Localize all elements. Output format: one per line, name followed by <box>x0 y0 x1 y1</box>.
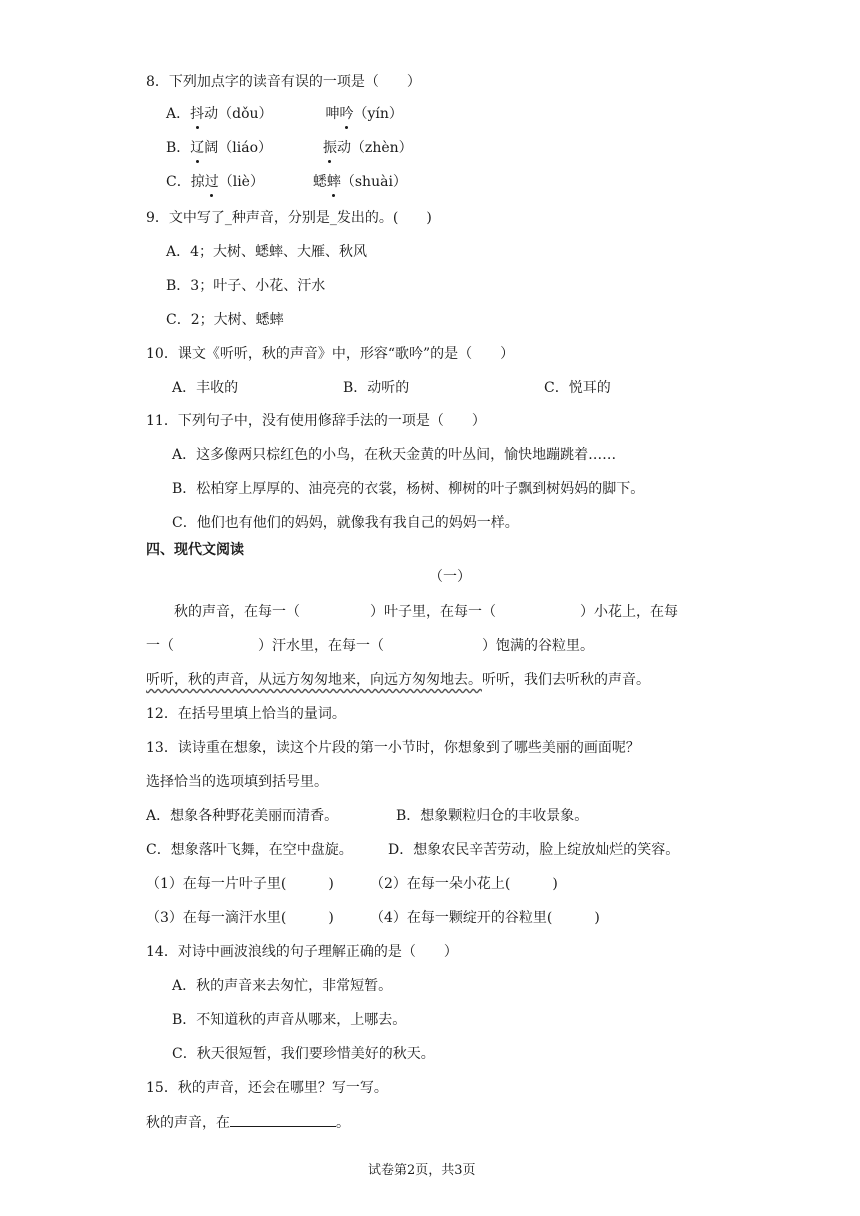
question-13-stem-cont: 选择恰当的选项填到括号里。 <box>146 774 328 790</box>
question-8-stem: 8．下列加点字的读音有误的一项是（ ） <box>146 74 421 90</box>
question-14-option-a: A．秋的声音来去匆忙，非常短暂。 <box>172 978 393 994</box>
question-10-option-a: A．丰收的 <box>172 380 239 396</box>
question-13-option-d: D．想象农民辛苦劳动，脸上绽放灿烂的笑容。 <box>388 842 680 858</box>
question-13-blank-3: （3）在每一滴汗水里( ) <box>146 910 334 926</box>
question-15-stem: 15．秋的声音，还会在哪里？写一写。 <box>146 1080 388 1096</box>
question-10-stem: 10．课文《听听，秋的声音》中，形容“歌吟”的是（ ） <box>146 346 515 362</box>
question-8-option-b: B．辽阔（liáo） 振动（zhèn） <box>166 140 413 156</box>
question-15-answer-line: 秋的声音，在 。 <box>146 1112 350 1133</box>
page-footer: 试卷第2页，共3页 <box>368 1163 476 1178</box>
answer-blank[interactable] <box>230 1112 336 1127</box>
poem-line-2: 一（ ）汗水里，在每一（ ）饱满的谷粒里。 <box>146 638 594 654</box>
wavy-underlined-sentence: 听听，秋的声音，从远方匆匆地来，向远方匆匆地去。 <box>146 672 482 688</box>
question-9-option-a: A．4；大树、蟋蟀、大雁、秋风 <box>166 244 368 260</box>
poem-line-1: 秋的声音，在每一（ ）叶子里，在每一（ ）小花上，在每 <box>174 604 678 620</box>
question-14-option-c: C．秋天很短暂，我们要珍惜美好的秋天。 <box>172 1046 435 1062</box>
question-13-option-a: A．想象各种野花美丽而清香。 <box>146 808 339 824</box>
question-14-stem: 14．对诗中画波浪线的句子理解正确的是（ ） <box>146 944 458 960</box>
question-12-stem: 12．在括号里填上恰当的量词。 <box>146 706 346 722</box>
section-heading: 四、现代文阅读 <box>146 542 244 558</box>
question-14-option-b: B．不知道秋的声音从哪来，上哪去。 <box>172 1012 407 1028</box>
passage-subheading: （一） <box>429 569 471 585</box>
question-13-blank-2: （2）在每一朵小花上( ) <box>370 876 558 892</box>
question-11-option-a: A．这多像两只棕红色的小鸟，在秋天金黄的叶丛间，愉快地蹦跳着…… <box>172 447 617 463</box>
question-13-blank-1: （1）在每一片叶子里( ) <box>146 876 334 892</box>
poem-line-3: 听听，秋的声音，从远方匆匆地来，向远方匆匆地去。听听，我们去听秋的声音。 <box>146 672 650 688</box>
question-10-option-b: B．动听的 <box>343 380 410 396</box>
question-13-blank-4: （4）在每一颗绽开的谷粒里( ) <box>370 910 600 926</box>
question-13-stem: 13．读诗重在想象，读这个片段的第一小节时，你想象到了哪些美丽的画面呢？ <box>146 740 640 756</box>
question-11-option-c: C．他们也有他们的妈妈，就像我有我自己的妈妈一样。 <box>172 515 519 531</box>
question-13-option-c: C．想象落叶飞舞，在空中盘旋。 <box>146 842 353 858</box>
question-11-stem: 11．下列句子中，没有使用修辞手法的一项是（ ） <box>146 413 486 429</box>
question-8-option-a: A．抖动（dǒu） 呻吟（yín） <box>166 106 403 122</box>
question-10-option-c: C．悦耳的 <box>544 380 611 396</box>
question-9-option-c: C．2；大树、蟋蟀 <box>166 312 284 328</box>
question-9-option-b: B．3；叶子、小花、汗水 <box>166 278 326 294</box>
question-13-option-b: B．想象颗粒归仓的丰收景象。 <box>396 808 589 824</box>
question-9-stem: 9．文中写了_种声音，分别是_发出的。( ) <box>146 210 432 226</box>
question-8-option-c: C．掠过（liè） 蟋蟀（shuài） <box>166 174 407 190</box>
question-11-option-b: B．松柏穿上厚厚的、油亮亮的衣裳，杨树、柳树的叶子飘到树妈妈的脚下。 <box>172 481 645 497</box>
